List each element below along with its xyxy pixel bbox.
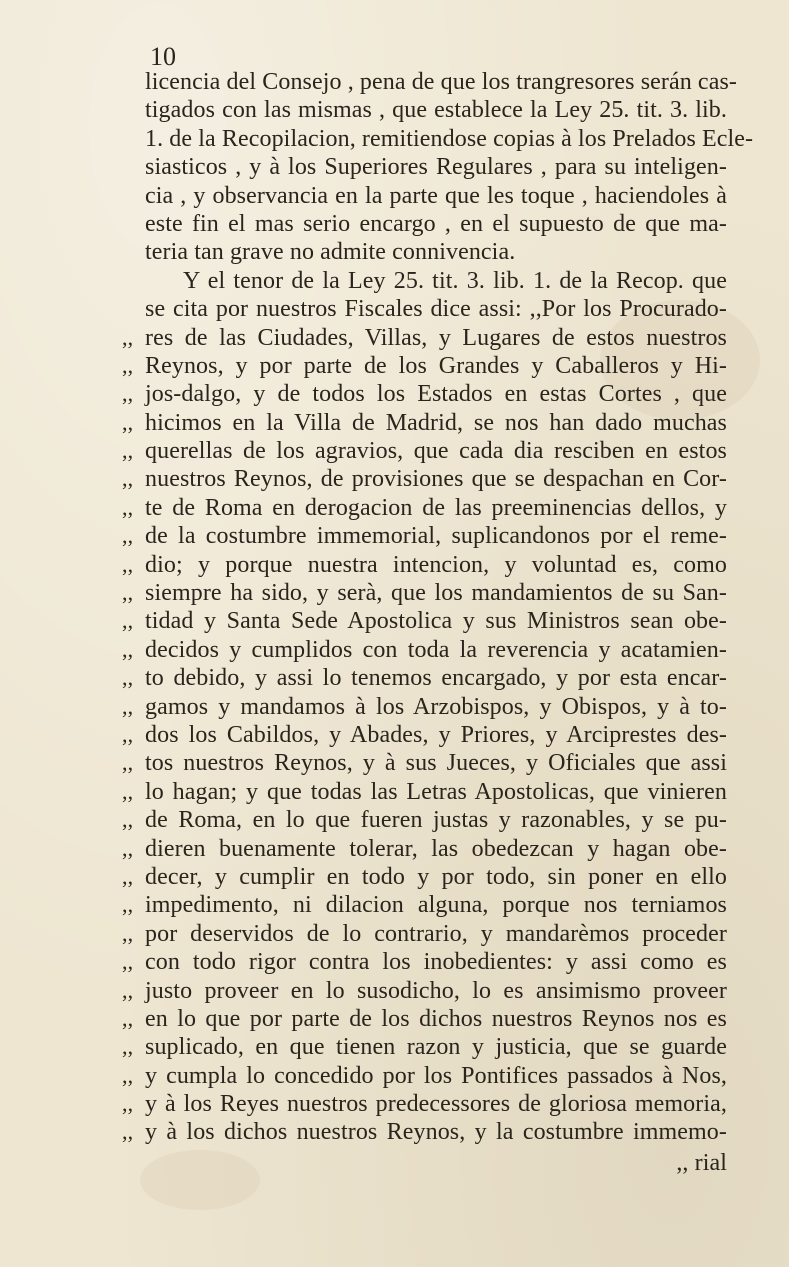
text-line bbox=[145, 153, 727, 181]
line-text: y à los Reyes nuestros predecessores de gloriosa memoria, bbox=[145, 1091, 727, 1118]
text-line bbox=[145, 1149, 727, 1177]
text-line bbox=[122, 1062, 727, 1090]
text-line bbox=[145, 68, 737, 96]
page-number: 10 bbox=[150, 42, 176, 71]
quotation-mark: ,, bbox=[122, 381, 134, 407]
quotation-mark: ,, bbox=[122, 580, 134, 606]
text-line bbox=[122, 409, 727, 437]
text-line bbox=[122, 465, 727, 493]
line-text: de la costumbre immemorial, suplicandonos por el reme- bbox=[145, 523, 727, 550]
line-text: teria tan grave no admite connivencia. bbox=[145, 239, 516, 266]
line-text: te de Roma en derogacion de las preeminencias dellos, y bbox=[145, 494, 727, 521]
line-text: decer, y cumplir en todo y por todo, sin poner en ello bbox=[145, 863, 727, 890]
line-text: dio; y porque nuestra intencion, y voluntad es, como bbox=[145, 551, 727, 578]
text-line bbox=[145, 267, 727, 295]
text-line bbox=[122, 324, 727, 352]
line-text: justo proveer en lo susodicho, lo es ansimismo proveer bbox=[145, 977, 727, 1004]
text-line bbox=[122, 522, 727, 550]
quotation-mark: ,, bbox=[122, 835, 134, 861]
line-text: gamos y mandamos à los Arzobispos, y Obispos, y à to- bbox=[145, 693, 727, 720]
quotation-mark: ,, bbox=[122, 324, 134, 350]
line-text: licencia del Consejo , pena de que los trangresores serán cas- bbox=[145, 69, 737, 95]
text-line bbox=[122, 693, 727, 721]
line-text: siasticos , y à los Superiores Regulares , para su inteligen- bbox=[145, 154, 727, 181]
text-line bbox=[145, 96, 727, 124]
quotation-mark: ,, bbox=[122, 1005, 134, 1031]
text-line bbox=[145, 210, 727, 238]
quotation-mark: ,, bbox=[122, 665, 134, 691]
line-text: y cumpla lo concedido por los Pontifices passados à Nos, bbox=[145, 1062, 727, 1089]
text-line bbox=[122, 551, 727, 579]
quotation-mark: ,, bbox=[122, 977, 134, 1003]
quotation-mark: ,, bbox=[122, 352, 134, 378]
line-text: se cita por nuestros Fiscales dice assi: ,,Por los Procurado- bbox=[145, 296, 727, 323]
body-text bbox=[122, 68, 754, 1177]
text-line bbox=[122, 835, 727, 863]
quotation-mark: ,, bbox=[122, 494, 134, 520]
line-text: tos nuestros Reynos, y à sus Jueces, y Oficiales que assi bbox=[145, 750, 727, 777]
text-line bbox=[122, 891, 727, 919]
line-text: ,, rial bbox=[676, 1149, 727, 1176]
text-line bbox=[145, 238, 727, 266]
quotation-mark: ,, bbox=[122, 438, 134, 464]
text-line bbox=[122, 1090, 727, 1118]
text-line bbox=[122, 721, 727, 749]
quotation-mark: ,, bbox=[122, 409, 134, 435]
line-text: querellas de los agravios, que cada dia resciben en estos bbox=[145, 438, 727, 465]
text-line bbox=[122, 437, 727, 465]
text-line bbox=[122, 607, 727, 635]
quotation-mark: ,, bbox=[122, 466, 134, 492]
line-text: dos los Cabildos, y Abades, y Priores, y Arciprestes des- bbox=[145, 721, 727, 748]
line-text: por deservidos de lo contrario, y mandarèmos proceder bbox=[145, 920, 727, 947]
quotation-mark: ,, bbox=[122, 636, 134, 662]
quotation-mark: ,, bbox=[122, 523, 134, 549]
quotation-mark: ,, bbox=[122, 892, 134, 918]
line-text: en lo que por parte de los dichos nuestros Reynos nos es bbox=[145, 1005, 727, 1032]
text-line bbox=[122, 863, 727, 891]
line-text: decidos y cumplidos con toda la reverencia y acatamien- bbox=[145, 636, 727, 663]
text-line bbox=[122, 352, 727, 380]
line-text: Reynos, y por parte de los Grandes y Caballeros y Hi- bbox=[145, 352, 727, 379]
quotation-mark: ,, bbox=[122, 551, 134, 577]
quotation-mark: ,, bbox=[122, 949, 134, 975]
line-text: tigados con las mismas , que establece la Ley 25. tit. 3. lib. bbox=[145, 97, 727, 124]
text-line bbox=[122, 1005, 727, 1033]
text-line bbox=[122, 664, 727, 692]
text-line bbox=[122, 380, 727, 408]
quotation-mark: ,, bbox=[122, 1034, 134, 1060]
text-line bbox=[145, 295, 727, 323]
text-line bbox=[122, 579, 727, 607]
quotation-mark: ,, bbox=[122, 1062, 134, 1088]
line-text: res de las Ciudades, Villas, y Lugares de estos nuestros bbox=[145, 324, 727, 351]
quotation-mark: ,, bbox=[122, 778, 134, 804]
line-text: y à los dichos nuestros Reynos, y la costumbre immemo- bbox=[145, 1119, 727, 1146]
text-line bbox=[122, 806, 727, 834]
line-text: nuestros Reynos, de provisiones que se despachan en Cor- bbox=[145, 466, 727, 493]
line-text: lo hagan; y que todas las Letras Apostolicas, que vinieren bbox=[145, 778, 727, 805]
line-text: siempre ha sido, y serà, que los mandamientos de su San- bbox=[145, 580, 727, 607]
text-line bbox=[122, 1033, 727, 1061]
line-text: hicimos en la Villa de Madrid, se nos han dado muchas bbox=[145, 409, 727, 436]
line-text: Y el tenor de la Ley 25. tit. 3. lib. 1. de la Recop. que bbox=[183, 267, 727, 294]
line-text: con todo rigor contra los inobedientes: y assi como es bbox=[145, 949, 727, 976]
quotation-mark: ,, bbox=[122, 863, 134, 889]
quotation-mark: ,, bbox=[122, 608, 134, 634]
text-line bbox=[145, 125, 754, 153]
line-text: este fin el mas serio encargo , en el supuesto de que ma- bbox=[145, 210, 727, 237]
text-line bbox=[122, 920, 727, 948]
text-line bbox=[122, 494, 727, 522]
text-line bbox=[145, 182, 727, 210]
text-line bbox=[122, 948, 727, 976]
quotation-mark: ,, bbox=[122, 693, 134, 719]
line-text: to debido, y assi lo tenemos encargado, y por esta encar- bbox=[145, 665, 727, 692]
quotation-mark: ,, bbox=[122, 750, 134, 776]
text-line bbox=[122, 749, 727, 777]
quotation-mark: ,, bbox=[122, 920, 134, 946]
text-line bbox=[122, 977, 727, 1005]
line-text: cia , y observancia en la parte que les toque , haciendoles à bbox=[145, 182, 727, 209]
line-text: tidad y Santa Sede Apostolica y sus Ministros sean obe- bbox=[145, 608, 727, 635]
line-text: 1. de la Recopilacion, remitiendose copias à los Prelados Ecle- bbox=[145, 125, 754, 152]
line-text: de Roma, en lo que fueren justas y razonables, y se pu- bbox=[145, 807, 727, 834]
line-text: impedimento, ni dilacion alguna, porque nos terniamos bbox=[145, 892, 727, 919]
text-line bbox=[122, 778, 727, 806]
quotation-mark: ,, bbox=[122, 1119, 134, 1145]
text-line bbox=[122, 1118, 727, 1146]
quotation-mark: ,, bbox=[122, 807, 134, 833]
quotation-mark: ,, bbox=[122, 1091, 134, 1117]
line-text: jos-dalgo, y de todos los Estados en estas Cortes , que bbox=[145, 381, 727, 408]
line-text: dieren buenamente tolerar, las obedezcan y hagan obe- bbox=[145, 835, 727, 862]
text-line bbox=[122, 636, 727, 664]
line-text: suplicado, en que tienen razon y justicia, que se guarde bbox=[145, 1034, 727, 1061]
quotation-mark: ,, bbox=[122, 721, 134, 747]
